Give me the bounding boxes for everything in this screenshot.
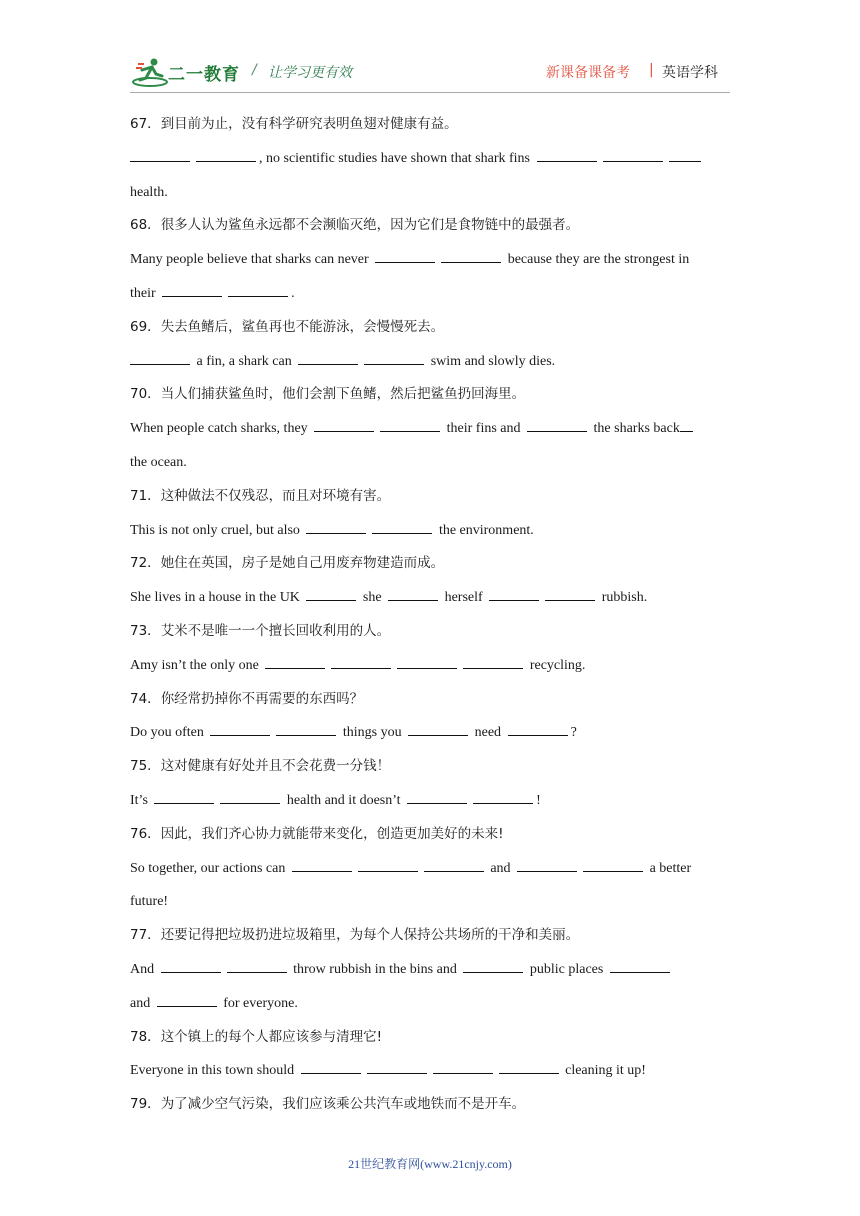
question-68-answer: Many people believe that sharks can never because they are the strongest in <box>130 243 732 277</box>
question-76-prompt: 76．因此，我们齐心协力就能带来变化，创造更加美好的未来! <box>130 825 504 842</box>
question-77-prompt: 77．还要记得把垃圾扔进垃圾箱里，为每个人保持公共场所的干净和美丽。 <box>130 927 580 944</box>
runner-icon <box>132 56 168 88</box>
answer-blank[interactable] <box>433 1059 493 1074</box>
answer-blank[interactable] <box>545 586 595 601</box>
slogan-separator: / <box>252 62 257 78</box>
header-subject: 英语学科 <box>662 65 718 81</box>
answer-blank[interactable] <box>265 654 325 669</box>
answer-blank[interactable] <box>473 789 533 804</box>
page-footer: 21世纪教育网(www.21cnjy.com) <box>348 1157 512 1171</box>
answer-blank[interactable] <box>388 586 438 601</box>
question-67-answer: , no scientific studies have shown that shark fins <box>130 142 732 176</box>
answer-blank[interactable] <box>298 350 358 365</box>
answer-blank[interactable] <box>161 958 221 973</box>
answer-blank[interactable] <box>375 248 435 263</box>
question-74-answer: Do you often things you need ? <box>130 716 732 750</box>
answer-blank[interactable] <box>372 519 432 534</box>
question-69-prompt: 69．失去鱼鳍后，鲨鱼再也不能游泳，会慢慢死去。 <box>130 318 445 335</box>
logo-text: 二一教育 <box>168 65 240 85</box>
answer-blank[interactable] <box>306 519 366 534</box>
logo <box>132 56 250 88</box>
answer-blank[interactable] <box>196 147 256 162</box>
answer-blank[interactable] <box>489 586 539 601</box>
answer-blank[interactable] <box>228 282 288 297</box>
answer-blank[interactable] <box>610 958 670 973</box>
question-71-answer: This is not only cruel, but also the environment. <box>130 514 732 548</box>
answer-blank[interactable] <box>380 417 440 432</box>
answer-blank[interactable] <box>154 789 214 804</box>
question-69-answer: a fin, a shark can swim and slowly dies. <box>130 345 732 379</box>
question-79-prompt: 79．为了减少空气污染，我们应该乘公共汽车或地铁而不是开车。 <box>130 1096 526 1113</box>
question-70-answer-cont: the ocean. <box>130 454 187 470</box>
question-76-answer: So together, our actions can and a better <box>130 852 732 886</box>
question-70-prompt: 70．当人们捕获鲨鱼时，他们会割下鱼鳍，然后把鲨鱼扔回海里。 <box>130 386 526 403</box>
question-71-prompt: 71．这种做法不仅残忍，而且对环境有害。 <box>130 487 391 504</box>
answer-blank[interactable] <box>517 857 577 872</box>
answer-blank[interactable] <box>537 147 597 162</box>
question-72-answer: She lives in a house in the UK she herself rubbish. <box>130 581 732 615</box>
answer-blank[interactable] <box>463 958 523 973</box>
answer-blank[interactable] <box>157 992 217 1007</box>
answer-blank[interactable] <box>130 147 190 162</box>
question-78-prompt: 78．这个镇上的每个人都应该参与清理它! <box>130 1028 383 1045</box>
answer-blank[interactable] <box>603 147 663 162</box>
answer-blank[interactable] <box>162 282 222 297</box>
question-70-answer: When people catch sharks, they their fins and the sharks back <box>130 412 732 446</box>
page-header <box>0 0 860 100</box>
question-75-prompt: 75．这对健康有好处并且不会花费一分钱！ <box>130 758 391 775</box>
answer-blank[interactable] <box>583 857 643 872</box>
answer-blank[interactable] <box>669 147 701 162</box>
question-67-answer-cont: health. <box>130 184 168 200</box>
answer-blank[interactable] <box>292 857 352 872</box>
question-78-answer: Everyone in this town should cleaning it up! <box>130 1054 732 1088</box>
answer-blank[interactable] <box>463 654 523 669</box>
answer-blank[interactable] <box>367 1059 427 1074</box>
answer-blank[interactable] <box>130 350 190 365</box>
answer-blank[interactable] <box>331 654 391 669</box>
answer-blank[interactable] <box>397 654 457 669</box>
answer-blank[interactable] <box>314 417 374 432</box>
question-73-answer: Amy isn’t the only one recycling. <box>130 649 732 683</box>
question-68-prompt: 68．很多人认为鲨鱼永远都不会濒临灭绝，因为它们是食物链中的最强者。 <box>130 217 580 234</box>
answer-blank[interactable] <box>227 958 287 973</box>
answer-blank[interactable] <box>527 417 587 432</box>
answer-blank[interactable] <box>210 721 270 736</box>
exercise-list <box>130 108 732 1122</box>
answer-blank[interactable] <box>220 789 280 804</box>
answer-blank[interactable] <box>301 1059 361 1074</box>
answer-blank[interactable] <box>358 857 418 872</box>
question-77-answer-cont: and for everyone. <box>130 987 732 1021</box>
answer-blank[interactable] <box>499 1059 559 1074</box>
question-68-answer-cont: their . <box>130 277 732 311</box>
header-tag-prep: 新课备课备考 <box>546 65 630 81</box>
question-72-prompt: 72．她住在英国，房子是她自己用废弃物建造而成。 <box>130 555 445 572</box>
header-rule <box>130 92 730 93</box>
answer-blank[interactable] <box>276 721 336 736</box>
question-75-answer: It’s health and it doesn’t ! <box>130 784 732 818</box>
question-74-prompt: 74．你经常扔掉你不再需要的东西吗？ <box>130 690 364 707</box>
slogan: 让学习更有效 <box>268 65 352 81</box>
question-73-prompt: 73．艾米不是唯一一个擅长回收利用的人。 <box>130 622 391 639</box>
question-76-answer-cont: future! <box>130 894 169 910</box>
answer-blank[interactable] <box>441 248 501 263</box>
answer-blank[interactable] <box>364 350 424 365</box>
answer-blank[interactable] <box>408 721 468 736</box>
answer-blank[interactable] <box>424 857 484 872</box>
question-67-prompt: 67．到目前为止，没有科学研究表明鱼翅对健康有益。 <box>130 116 458 132</box>
answer-blank[interactable] <box>680 417 693 432</box>
answer-blank[interactable] <box>508 721 568 736</box>
answer-blank[interactable] <box>407 789 467 804</box>
header-divider: | <box>649 62 654 78</box>
question-77-answer: And throw rubbish in the bins and public places <box>130 953 732 987</box>
answer-blank[interactable] <box>306 586 356 601</box>
